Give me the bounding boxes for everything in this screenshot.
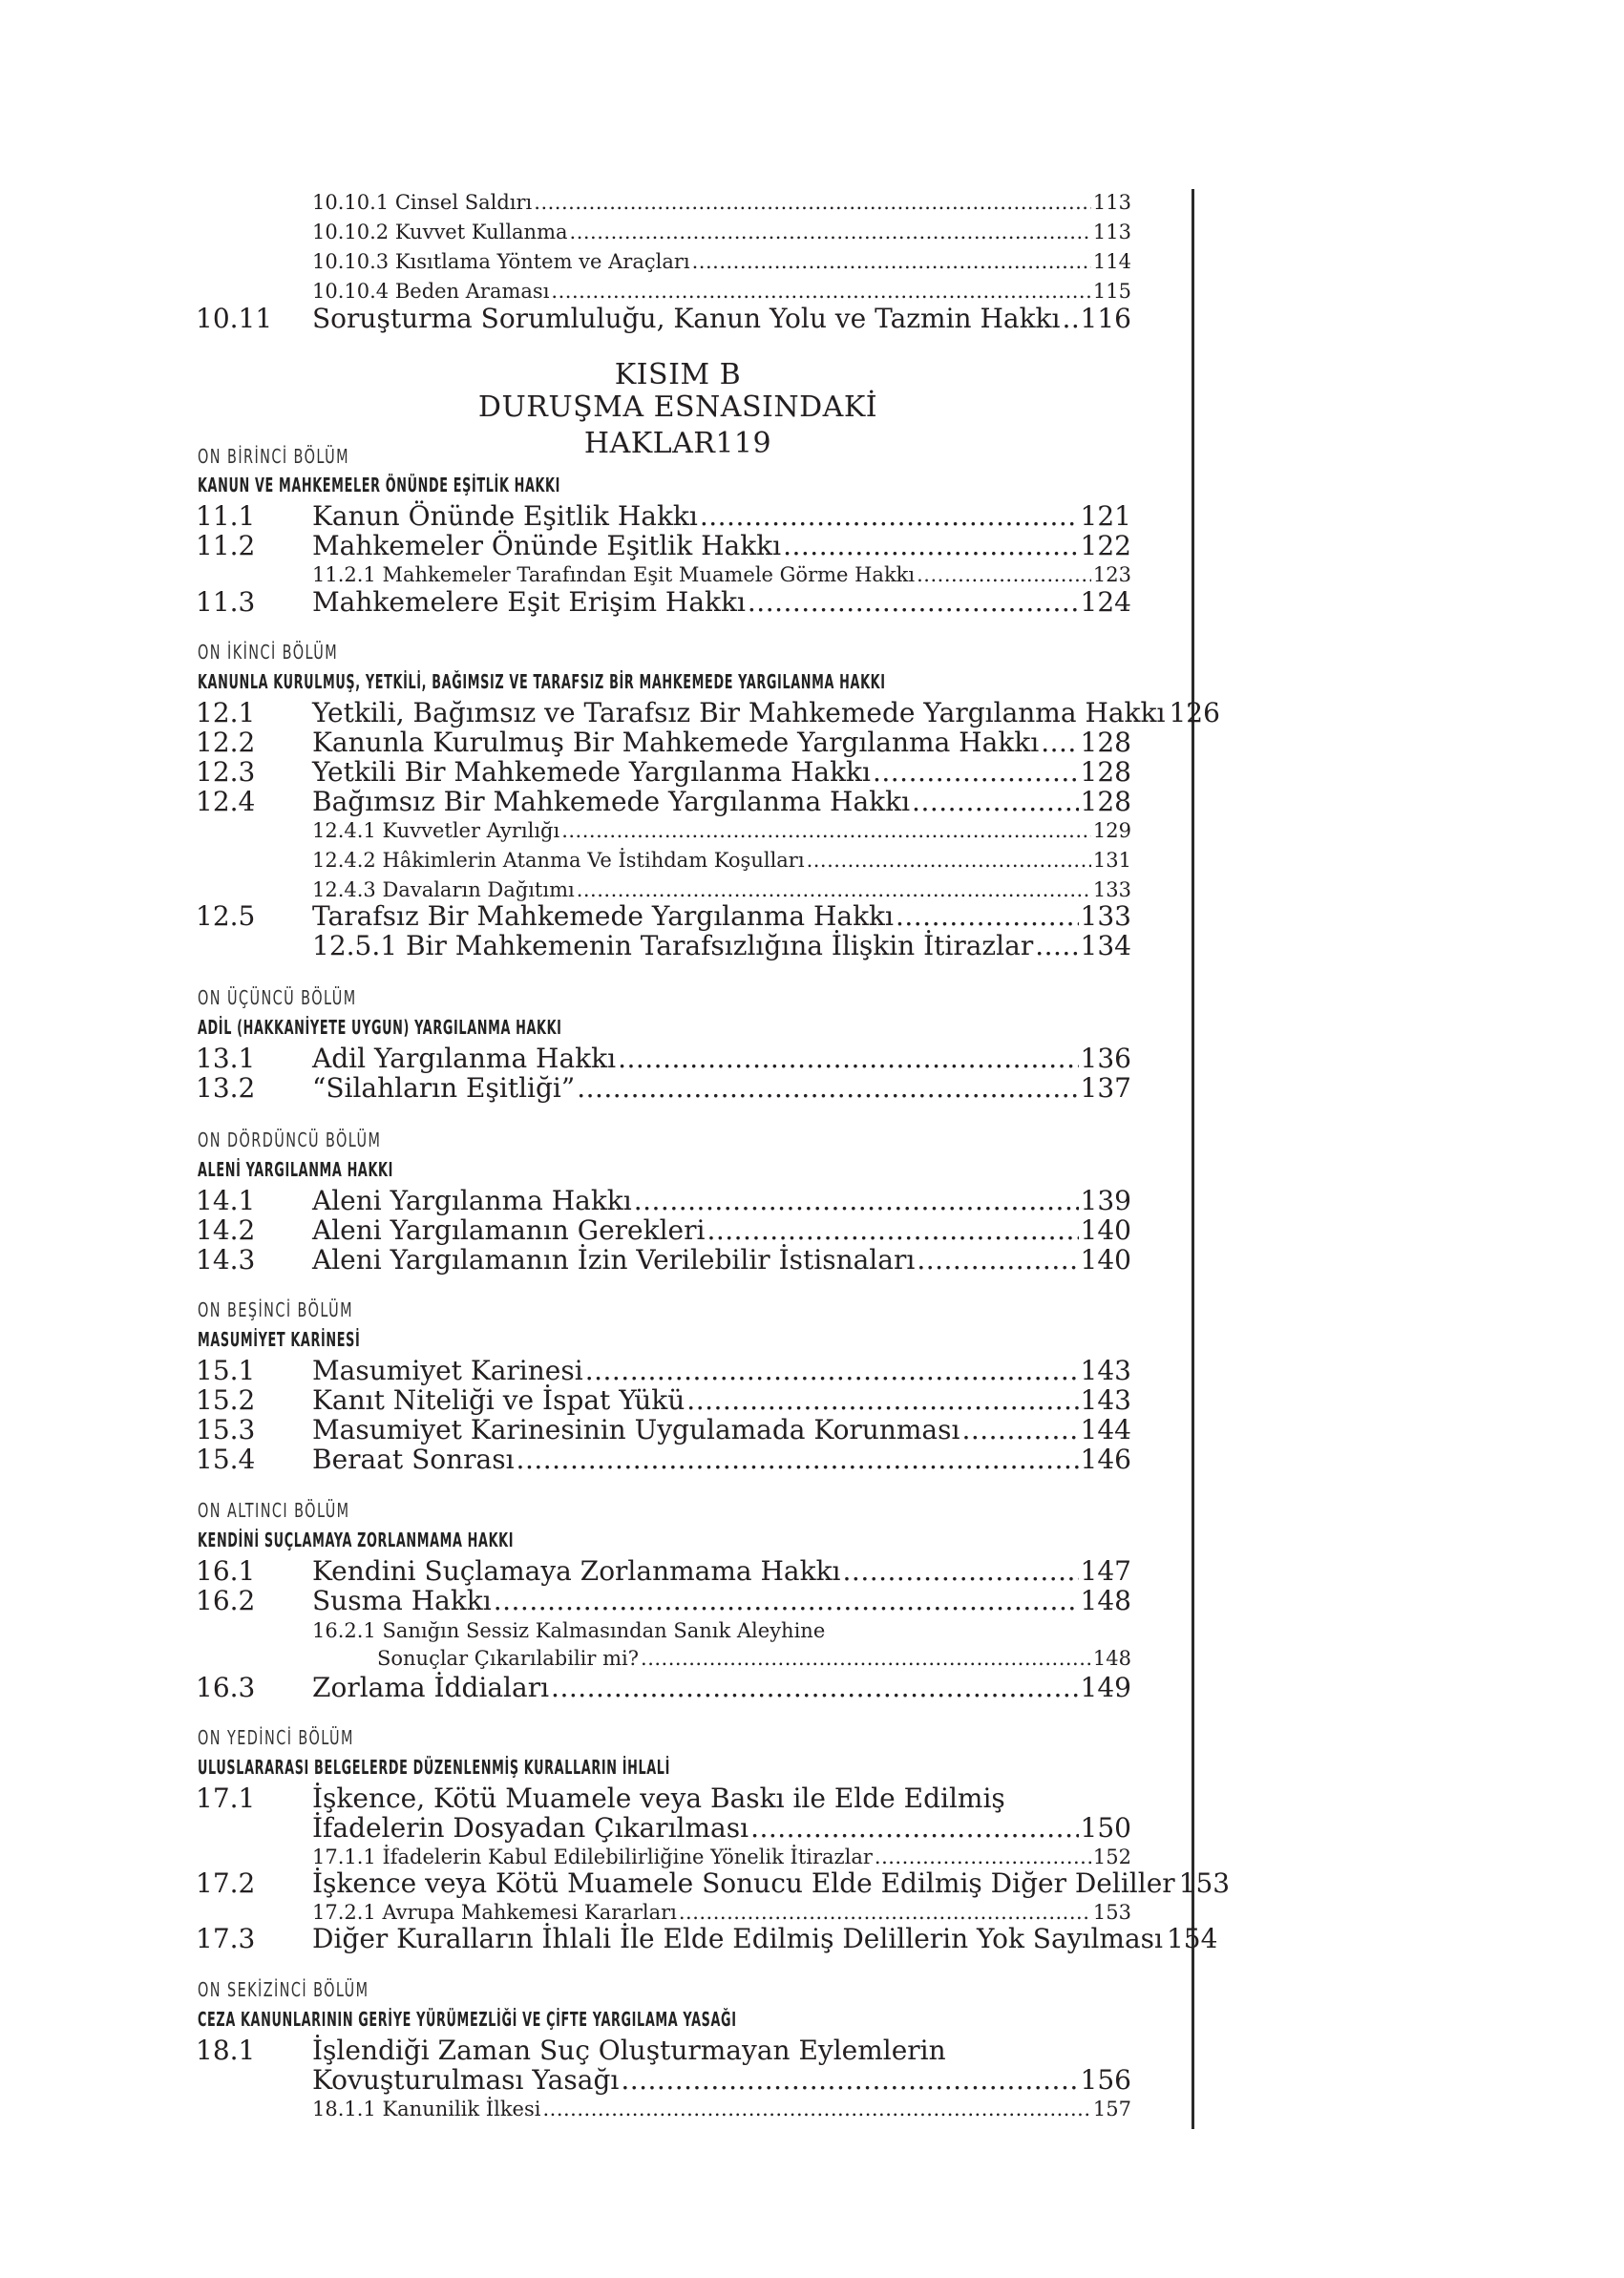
entry-line <box>312 188 1131 217</box>
page-number: 153 <box>1092 1901 1131 1924</box>
entry-number: 14.2 <box>196 1214 256 1246</box>
dot-leader <box>686 1384 1078 1417</box>
toc-entry <box>196 1244 1131 1276</box>
chapter-title: ULUSLARARASI BELGELERDE DÜZENLENMİŞ KURALLARIN İHLALİ <box>198 1756 670 1779</box>
entry-title: İşkence veya Kötü Muamele Sonucu Elde Edilmiş Diğer Deliller <box>312 1867 1175 1899</box>
entry-title: 17.1.1 İfadelerin Kabul Edilebilirliğine Yönelik İtirazlar <box>312 1846 873 1868</box>
entry-title: Aleni Yargılamanın Gerekleri <box>312 1214 706 1246</box>
page-number: 126 <box>1169 697 1220 728</box>
toc-entry <box>196 1812 1131 1845</box>
dot-leader <box>917 1244 1078 1276</box>
entry-line <box>312 756 1131 789</box>
entry-title: Mahkemeler Önünde Eşitlik Hakkı <box>312 530 782 561</box>
dot-leader <box>1062 303 1078 335</box>
entry-line <box>312 218 1131 246</box>
toc-entry <box>196 303 1131 335</box>
page-number: 133 <box>1080 900 1131 932</box>
entry-title: 10.10.1 Cinsel Saldırı <box>312 191 533 214</box>
dot-leader <box>621 2064 1078 2097</box>
page-number: 115 <box>1092 280 1131 303</box>
page-number: 133 <box>1092 878 1131 901</box>
entry-number: 12.3 <box>196 756 256 788</box>
entry-line <box>312 2095 1131 2123</box>
dot-leader <box>542 2095 1090 2123</box>
page-number: 128 <box>1080 727 1131 758</box>
entry-line <box>312 816 1131 845</box>
entry-number: 13.2 <box>196 1072 256 1104</box>
page-number: 148 <box>1080 1585 1131 1616</box>
page-number: 156 <box>1080 2064 1131 2096</box>
entry-number: 15.4 <box>196 1444 256 1475</box>
page-number: 144 <box>1080 1414 1131 1445</box>
toc-entry <box>196 1644 1131 1673</box>
page-number: 140 <box>1080 1244 1131 1276</box>
toc-entry <box>196 900 1131 933</box>
entry-title: 10.10.4 Beden Araması <box>312 280 550 303</box>
entry-number: 13.1 <box>196 1043 256 1074</box>
dot-leader <box>961 1414 1078 1446</box>
toc-entry <box>196 697 1220 729</box>
page-number: 129 <box>1092 819 1131 842</box>
entry-number: 15.1 <box>196 1355 256 1386</box>
page-number: 134 <box>1080 930 1131 961</box>
toc-entry <box>196 727 1131 759</box>
entry-line <box>312 1384 1131 1417</box>
toc-entry <box>196 756 1131 789</box>
toc-entry <box>196 1923 1218 1955</box>
page-number: 128 <box>1080 756 1131 788</box>
toc-entry <box>196 586 1131 619</box>
dot-leader <box>577 1072 1078 1105</box>
entry-title: Aleni Yargılanma Hakkı <box>312 1185 632 1216</box>
entry-title: Yetkili, Bağımsız ve Tarafsız Bir Mahkemede Yargılanma Hakkı <box>312 697 1166 728</box>
toc-entry <box>196 1585 1131 1617</box>
entry-number: 15.3 <box>196 1414 256 1445</box>
toc-entry <box>196 1616 1131 1645</box>
entry-number: 16.2 <box>196 1585 256 1616</box>
entry-line <box>312 1043 1131 1075</box>
page-number: 154 <box>1166 1923 1218 1954</box>
entry-line <box>312 1244 1131 1276</box>
entry-title: Soruşturma Sorumluluğu, Kanun Yolu ve Tazmin Hakkı <box>312 303 1061 334</box>
entry-title: 17.2.1 Avrupa Mahkemesi Kararları <box>312 1901 677 1924</box>
entry-line <box>312 900 1131 933</box>
dot-leader <box>1041 727 1078 759</box>
entry-line <box>312 2064 1131 2097</box>
entry-line <box>312 1812 1131 1845</box>
page-number: 123 <box>1092 563 1131 586</box>
chapter-label: ON BİRİNCİ BÖLÜM <box>198 445 349 468</box>
entry-line <box>312 1867 1231 1900</box>
chapter-title: ALENİ YARGILANMA HAKKI <box>198 1158 393 1181</box>
entry-title: 12.4.2 Hâkimlerin Atanma Ve İstihdam Koşulları <box>312 849 805 872</box>
toc-entry <box>196 560 1131 589</box>
chapter-label: ON ÜÇÜNCÜ BÖLÜM <box>198 986 357 1009</box>
entry-number: 11.3 <box>196 586 256 618</box>
page-number: 150 <box>1080 1812 1131 1844</box>
entry-title: Kovuşturulması Yasağı <box>312 2064 620 2096</box>
entry-title: 10.10.2 Kuvvet Kullanma <box>312 221 568 243</box>
page-number: 114 <box>1092 250 1131 273</box>
dot-leader <box>917 560 1091 589</box>
toc-entry <box>196 500 1131 533</box>
entry-line <box>312 277 1131 306</box>
entry-line <box>312 2035 1131 2067</box>
dot-leader <box>748 586 1079 619</box>
toc-entry <box>196 530 1131 562</box>
toc-entry <box>196 1672 1131 1704</box>
entry-line <box>312 846 1131 875</box>
page-number: 140 <box>1080 1214 1131 1246</box>
entry-number: 15.2 <box>196 1384 256 1416</box>
entry-title: 18.1.1 Kanunilik İlkesi <box>312 2098 541 2120</box>
entry-title: Yetkili Bir Mahkemede Yargılanma Hakkı <box>312 756 871 788</box>
dot-leader <box>843 1555 1079 1588</box>
dot-leader <box>551 1672 1079 1704</box>
entry-title: İfadelerin Dosyadan Çıkarılması <box>312 1812 749 1844</box>
entry-line <box>377 1644 1131 1673</box>
dot-leader <box>570 218 1091 246</box>
toc-entry <box>196 2035 1131 2067</box>
page-number: 116 <box>1080 303 1131 334</box>
entry-line <box>312 786 1131 818</box>
entry-number: 14.3 <box>196 1244 256 1276</box>
toc-entry <box>196 1072 1131 1105</box>
page-number: 113 <box>1092 221 1131 243</box>
entry-title: “Silahların Eşitliği” <box>312 1072 576 1104</box>
page-number: 128 <box>1080 786 1131 817</box>
toc-entry <box>196 277 1131 306</box>
dot-leader <box>494 1585 1079 1617</box>
entry-title: Mahkemelere Eşit Erişim Hakkı <box>312 586 746 618</box>
dot-leader <box>692 247 1091 276</box>
page-number: 139 <box>1080 1185 1131 1216</box>
entry-title: Adil Yargılanma Hakkı <box>312 1043 617 1074</box>
page-number: 136 <box>1080 1043 1131 1074</box>
dot-leader <box>912 786 1079 818</box>
chapter-title: KANUNLA KURULMUŞ, YETKİLİ, BAĞIMSIZ VE TARAFSIZ BİR MAHKEMEDE YARGILANMA HAKKI <box>198 670 886 693</box>
entry-line <box>312 530 1131 562</box>
entry-title: 11.2.1 Mahkemeler Tarafından Eşit Muamele Görme Hakkı <box>312 563 916 586</box>
entry-line <box>312 1585 1131 1617</box>
entry-line <box>312 930 1131 962</box>
entry-title: Zorlama İddiaları <box>312 1672 550 1703</box>
page-number: 143 <box>1080 1355 1131 1386</box>
entry-title: Kanıt Niteliği ve İspat Yükü <box>312 1384 685 1416</box>
entry-title: Susma Hakkı <box>312 1585 492 1616</box>
toc-entry <box>196 188 1131 217</box>
entry-title: 12.5.1 Bir Mahkemenin Tarafsızlığına İlişkin İtirazlar <box>312 930 1034 961</box>
entry-line <box>312 247 1131 276</box>
page-number: 152 <box>1092 1846 1131 1868</box>
dot-leader <box>561 816 1091 845</box>
toc-entry <box>196 1867 1231 1900</box>
page-number: 137 <box>1080 1072 1131 1104</box>
page-number: 149 <box>1080 1672 1131 1703</box>
entry-line <box>312 1923 1218 1955</box>
entry-title: Masumiyet Karinesinin Uygulamada Korunması <box>312 1414 960 1445</box>
entry-number: 10.11 <box>196 303 273 334</box>
dot-leader <box>517 1444 1079 1476</box>
toc-entry <box>196 786 1131 818</box>
entry-title: Kanunla Kurulmuş Bir Mahkemede Yargılanma Hakkı <box>312 727 1040 758</box>
dot-leader <box>641 1644 1091 1673</box>
toc-entry <box>196 218 1131 246</box>
entry-title: Tarafsız Bir Mahkemede Yargılanma Hakkı <box>312 900 894 932</box>
toc-entry <box>196 2064 1131 2097</box>
dot-leader <box>783 530 1078 562</box>
toc-entry <box>196 1043 1131 1075</box>
entry-number: 11.2 <box>196 530 256 561</box>
toc-entry <box>196 1384 1131 1417</box>
entry-title: 12.4.1 Kuvvetler Ayrılığı <box>312 819 560 842</box>
page-number: 147 <box>1080 1555 1131 1587</box>
page-number: 153 <box>1178 1867 1231 1899</box>
entry-line <box>312 727 1131 759</box>
entry-number: 17.3 <box>196 1923 256 1954</box>
entry-line <box>312 303 1131 335</box>
vertical-rule <box>1192 189 1194 2129</box>
entry-title: İşlendiği Zaman Suç Oluşturmayan Eylemlerin <box>312 2035 946 2066</box>
toc-entry <box>196 816 1131 845</box>
page-number: 113 <box>1092 191 1131 214</box>
entry-number: 12.5 <box>196 900 256 932</box>
dot-leader <box>707 1214 1078 1247</box>
entry-number: 12.2 <box>196 727 256 758</box>
dot-leader <box>551 277 1090 306</box>
page-number: 143 <box>1080 1384 1131 1416</box>
chapter-title: ADİL (HAKKANİYETE UYGUN) YARGILANMA HAKKI <box>198 1016 562 1039</box>
entry-title: 12.4.3 Davaların Dağıtımı <box>312 878 575 901</box>
dot-leader <box>1035 930 1078 962</box>
page-number: 148 <box>1092 1647 1131 1670</box>
dot-leader <box>896 900 1079 933</box>
entry-title: Beraat Sonrası <box>312 1444 515 1475</box>
entry-number: 17.2 <box>196 1867 256 1899</box>
dot-leader <box>873 756 1079 789</box>
toc-entry <box>196 1782 1131 1815</box>
chapter-title: MASUMİYET KARİNESİ <box>198 1328 361 1351</box>
entry-number: 16.1 <box>196 1555 256 1587</box>
toc-entry <box>196 1355 1131 1387</box>
entry-number: 11.1 <box>196 500 256 532</box>
toc-entry <box>196 1214 1131 1247</box>
entry-line <box>312 586 1131 619</box>
toc-entry <box>196 1555 1131 1588</box>
entry-line <box>312 1214 1131 1247</box>
toc-entry <box>196 1414 1131 1446</box>
chapter-label: ON DÖRDÜNCÜ BÖLÜM <box>198 1128 382 1151</box>
entry-title: Kendini Suçlamaya Zorlanmama Hakkı <box>312 1555 841 1587</box>
entry-number: 12.4 <box>196 786 256 817</box>
entry-title: Kanun Önünde Eşitlik Hakkı <box>312 500 698 532</box>
dot-leader <box>807 846 1091 875</box>
chapter-title: KANUN VE MAHKEMELER ÖNÜNDE EŞİTLİK HAKKI <box>198 474 561 496</box>
entry-line <box>312 1414 1131 1446</box>
dot-leader <box>618 1043 1078 1075</box>
entry-title: Sonuçlar Çıkarılabilir mi? <box>377 1647 640 1670</box>
entry-title: Diğer Kuralların İhlali İle Elde Edilmiş Delillerin Yok Sayılması <box>312 1923 1163 1954</box>
toc-entry <box>196 1185 1131 1217</box>
part-heading: KISIM B <box>614 358 742 391</box>
entry-line <box>312 697 1220 729</box>
page-number: 131 <box>1092 849 1131 872</box>
entry-line <box>312 1555 1131 1588</box>
part-heading: DURUŞMA ESNASINDAKİ HAKLAR119 <box>477 390 878 460</box>
entry-title: Bağımsız Bir Mahkemede Yargılanma Hakkı <box>312 786 911 817</box>
dot-leader <box>634 1185 1079 1217</box>
entry-number: 14.1 <box>196 1185 256 1216</box>
chapter-title: CEZA KANUNLARININ GERİYE YÜRÜMEZLİĞİ VE ÇİFTE YARGILAMA YASAĞI <box>198 2008 737 2031</box>
entry-line <box>312 1782 1131 1815</box>
entry-title: İşkence, Kötü Muamele veya Baskı ile Elde Edilmiş <box>312 1782 1005 1814</box>
page-number: 121 <box>1080 500 1131 532</box>
chapter-label: ON YEDİNCİ BÖLÜM <box>198 1726 354 1749</box>
entry-line <box>312 1072 1131 1105</box>
entry-line <box>312 1185 1131 1217</box>
chapter-title: KENDİNİ SUÇLAMAYA ZORLANMAMA HAKKI <box>198 1529 515 1551</box>
toc-entry <box>196 930 1131 962</box>
entry-line <box>312 1444 1131 1476</box>
entry-line <box>312 500 1131 533</box>
entry-title: 10.10.3 Kısıtlama Yöntem ve Araçları <box>312 250 690 273</box>
entry-line <box>312 560 1131 589</box>
page-number: 146 <box>1080 1444 1131 1475</box>
dot-leader <box>534 188 1091 217</box>
entry-number: 16.3 <box>196 1672 256 1703</box>
entry-title: Aleni Yargılamanın İzin Verilebilir İstisnaları <box>312 1244 916 1276</box>
page-number: 124 <box>1080 586 1131 618</box>
toc-entry <box>196 2095 1131 2123</box>
chapter-label: ON BEŞİNCİ BÖLÜM <box>198 1298 353 1321</box>
entry-number: 18.1 <box>196 2035 256 2066</box>
chapter-label: ON İKİNCİ BÖLÜM <box>198 641 339 664</box>
entry-line <box>312 1672 1131 1704</box>
dot-leader <box>750 1812 1078 1845</box>
entry-title: 16.2.1 Sanığın Sessiz Kalmasından Sanık Aleyhine <box>312 1619 826 1642</box>
dot-leader <box>585 1355 1079 1387</box>
page-number: 122 <box>1080 530 1131 561</box>
entry-line <box>312 1355 1131 1387</box>
chapter-label: ON SEKİZİNCİ BÖLÜM <box>198 1978 369 2001</box>
entry-number: 17.1 <box>196 1782 256 1814</box>
page-number: 157 <box>1092 2098 1131 2120</box>
toc-entry <box>196 247 1131 276</box>
entry-line <box>312 1616 1131 1645</box>
dot-leader <box>700 500 1079 533</box>
chapter-label: ON ALTINCI BÖLÜM <box>198 1499 350 1522</box>
entry-title: Masumiyet Karinesi <box>312 1355 583 1386</box>
toc-entry <box>196 1444 1131 1476</box>
toc-entry <box>196 846 1131 875</box>
entry-number: 12.1 <box>196 697 256 728</box>
